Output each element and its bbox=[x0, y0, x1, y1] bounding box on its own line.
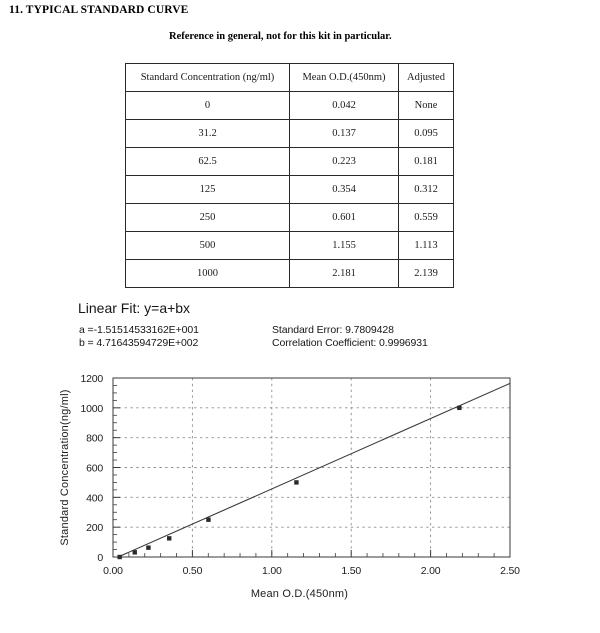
chart-data-point bbox=[117, 555, 121, 559]
chart-y-tick-label: 0 bbox=[97, 552, 103, 564]
table-cell: None bbox=[399, 92, 454, 120]
chart-x-tick-label: 2.00 bbox=[420, 565, 441, 577]
chart-data-point bbox=[133, 550, 137, 554]
table-cell: 0.312 bbox=[399, 176, 454, 204]
chart-y-tick-label: 400 bbox=[86, 492, 103, 505]
table-header-cell: Standard Concentration (ng/ml) bbox=[126, 64, 290, 92]
table-cell: 0.601 bbox=[290, 204, 399, 232]
chart-fit-line bbox=[118, 383, 510, 557]
chart-x-tick-label: 2.50 bbox=[500, 565, 520, 577]
table-header-cell: Mean O.D.(450nm) bbox=[290, 64, 399, 92]
table-row bbox=[126, 176, 454, 204]
table-cell: 62.5 bbox=[126, 148, 290, 176]
subtitle-note: Reference in general, not for this kit in particular. bbox=[169, 31, 392, 42]
chart-x-axis-label: Mean O.D.(450nm) bbox=[250, 588, 349, 600]
table-cell: 0.181 bbox=[399, 148, 454, 176]
table-cell: 0.095 bbox=[399, 120, 454, 148]
table-cell: 125 bbox=[126, 176, 290, 204]
linear-fit-title: Linear Fit: y=a+bx bbox=[78, 300, 191, 316]
table-row bbox=[126, 120, 454, 148]
table-cell: 0.137 bbox=[290, 120, 399, 148]
chart-y-tick-label: 800 bbox=[86, 432, 103, 445]
chart-x-tick-label: 0.00 bbox=[103, 565, 123, 577]
table-row bbox=[126, 232, 454, 260]
table-cell: 2.139 bbox=[399, 260, 454, 288]
table-row bbox=[126, 204, 454, 232]
chart-x-tick-label: 1.50 bbox=[341, 565, 362, 577]
fit-coefficient-a: a =-1.51514533162E+001 bbox=[79, 324, 199, 336]
chart-data-point bbox=[146, 545, 150, 549]
chart-y-tick-label: 1200 bbox=[80, 373, 103, 385]
chart-x-tick-label: 1.00 bbox=[261, 565, 282, 577]
table-row bbox=[126, 92, 454, 120]
chart-data-point bbox=[206, 518, 210, 522]
chart-y-tick-label: 1000 bbox=[80, 402, 103, 415]
table-cell: 0 bbox=[126, 92, 290, 120]
table-cell: 1.113 bbox=[399, 232, 454, 260]
table-cell: 0.559 bbox=[399, 204, 454, 232]
fit-correlation-coefficient: Correlation Coefficient: 0.9996931 bbox=[272, 337, 428, 349]
table-header-row bbox=[126, 64, 454, 92]
table-cell: 0.354 bbox=[290, 176, 399, 204]
chart-x-tick-label: 0.50 bbox=[182, 565, 203, 577]
table-row bbox=[126, 260, 454, 288]
chart-y-tick-label: 200 bbox=[86, 522, 103, 535]
table-cell: 250 bbox=[126, 204, 290, 232]
table-header-cell: Adjusted bbox=[399, 64, 454, 92]
page-title: 11. TYPICAL STANDARD CURVE bbox=[9, 4, 189, 16]
table-cell: 31.2 bbox=[126, 120, 290, 148]
table-cell: 1.155 bbox=[290, 232, 399, 260]
chart-data-point bbox=[457, 406, 461, 410]
standard-curve-chart bbox=[0, 360, 600, 610]
chart-canvas bbox=[0, 360, 600, 610]
fit-coefficient-b: b = 4.71643594729E+002 bbox=[79, 337, 199, 349]
table-cell: 500 bbox=[126, 232, 290, 260]
fit-standard-error: Standard Error: 9.7809428 bbox=[272, 324, 394, 336]
table-cell: 0.042 bbox=[290, 92, 399, 120]
table-cell: 0.223 bbox=[290, 148, 399, 176]
chart-data-point bbox=[167, 536, 171, 540]
table-row bbox=[126, 148, 454, 176]
chart-y-axis-label: Standard Concentration(ng/ml) bbox=[59, 389, 71, 546]
table-cell: 2.181 bbox=[290, 260, 399, 288]
chart-y-tick-label: 600 bbox=[86, 462, 103, 475]
table-cell: 1000 bbox=[126, 260, 290, 288]
chart-data-point bbox=[294, 480, 298, 484]
standard-curve-table bbox=[125, 63, 454, 288]
